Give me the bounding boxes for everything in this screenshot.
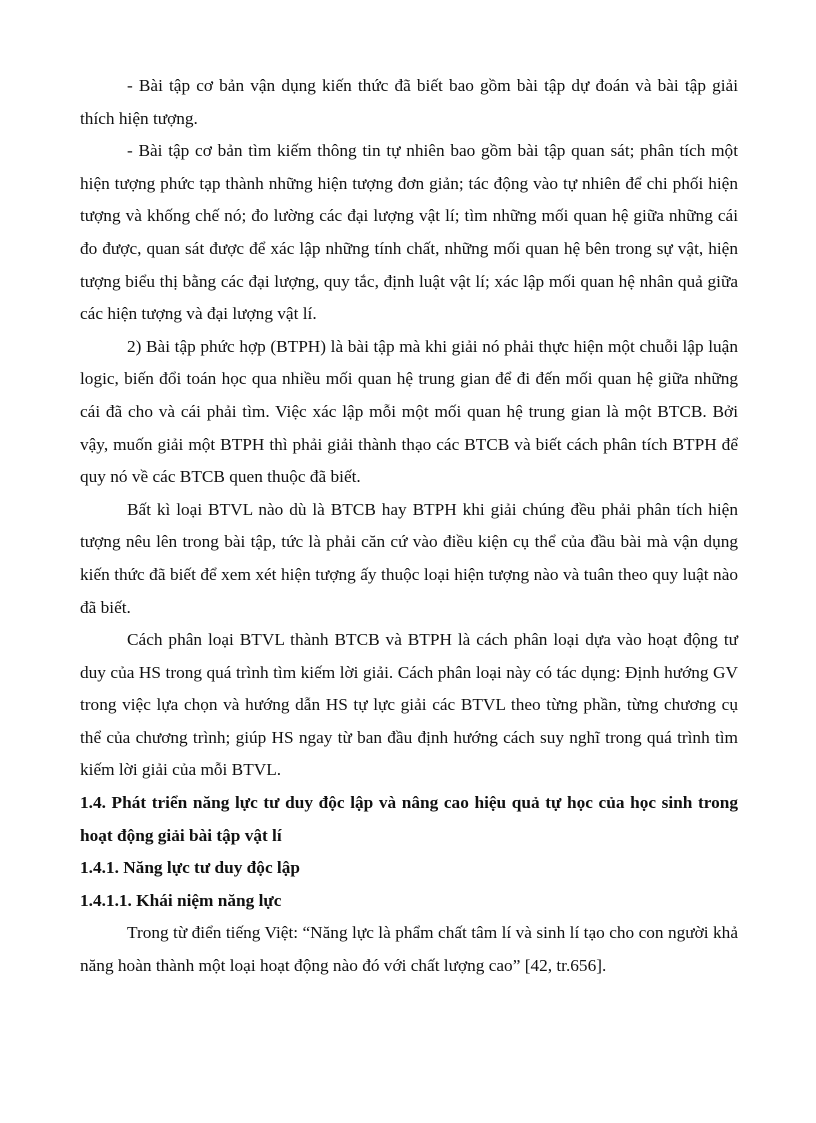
heading-1-4-1-1: 1.4.1.1. Khái niệm năng lực: [80, 890, 282, 910]
heading-1-4-1: 1.4.1. Năng lực tư duy độc lập: [80, 858, 300, 878]
paragraph-complex-exercises: 2) Bài tập phức hợp (BTPH) là bài tập mà khi giải nó phải thực hiện một chuỗi lập luận logic, biến đổi toán học qua nhiều mối quan hệ trung gian để đi đến mối quan hệ giữa những cái đã cho và cái phải tìm. Việc xác lập mỗi một mối quan hệ trung gian là một BTCB. Bởi vậy, muốn giải một BTPH thì phải giải thành thạo các BTCB và biết cách phân tích BTPH để quy nó về các BTCB quen thuộc đã biết.: [80, 336, 738, 487]
heading-1-4: 1.4. Phát triển năng lực tư duy độc lập và nâng cao hiệu quả tự học của học sinh trong hoạt động giải bài tập vật lí: [80, 793, 738, 845]
paragraph-basic-applied-exercises: - Bài tập cơ bản vận dụng kiến thức đã biết bao gồm bài tập dự đoán và bài tập giải thích hiện tượng.: [80, 76, 738, 128]
paragraph-competence-definition: Trong từ điển tiếng Việt: “Năng lực là phẩm chất tâm lí và sinh lí tạo cho con người khả năng hoàn thành một loại hoạt động nào đó với chất lượng cao” [42, tr.656].: [80, 923, 738, 976]
paragraph-basic-search-exercises: - Bài tập cơ bản tìm kiếm thông tin tự nhiên bao gồm bài tập quan sát; phân tích một hiện tượng phức tạp thành những hiện tượng đơn giản; tác động vào tự nhiên để chi phối hiện tượng và khống chế nó; đo lường các đại lượng vật lí; tìm những mối quan hệ giữa những cái đo được, quan sát được để xác lập những tính chất, những mối quan hệ bên trong sự vật, hiện tượng biểu thị bằng các đại lượng, quy tắc, định luật vật lí; xác lập mối quan hệ nhân quả giữa các hiện tượng và đại lượng vật lí.: [80, 141, 738, 324]
paragraph-classification-purpose: Cách phân loại BTVL thành BTCB và BTPH là cách phân loại dựa vào hoạt động tư duy của HS trong quá trình tìm kiếm lời giải. Cách phân loại này có tác dụng: Định hướng GV trong việc lựa chọn và hướng dẫn HS tự lực giải các BTVL theo từng phần, từng chương cụ thể của chương trình; giúp HS ngay từ ban đầu định hướng cách suy nghĩ trong quá trình tìm kiếm lời giải của mỗi BTVL.: [80, 630, 738, 780]
paragraph-analysis-requirement: Bất kì loại BTVL nào dù là BTCB hay BTPH khi giải chúng đều phải phân tích hiện tượng nêu lên trong bài tập, tức là phải căn cứ vào điều kiện cụ thể của đầu bài mà vận dụng kiến thức đã biết để xem xét hiện tượng ấy thuộc loại hiện tượng nào và tuân theo quy luật nào đã biết.: [80, 499, 738, 617]
document-page: [80, 70, 738, 983]
